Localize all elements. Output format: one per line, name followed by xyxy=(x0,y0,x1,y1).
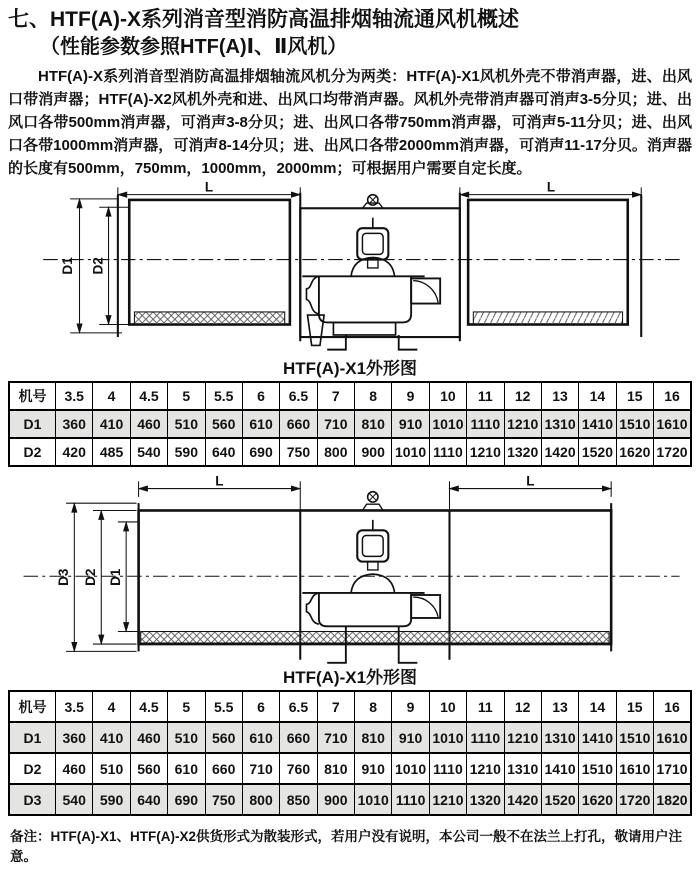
value-cell: 590 xyxy=(168,438,205,466)
value-cell: 760 xyxy=(280,753,317,784)
value-cell: 1310 xyxy=(541,722,578,753)
table-header-row xyxy=(9,382,691,410)
size-header: 13 xyxy=(541,691,578,722)
page-title: 七、HTF(A)-X系列消音型消防高温排烟轴流通风机概述 xyxy=(8,8,519,31)
machine-no-header: 机号 xyxy=(9,691,56,722)
row-label: D3 xyxy=(9,784,56,815)
silencer-duct xyxy=(139,503,612,660)
value-cell: 1620 xyxy=(579,784,616,815)
value-cell: 1720 xyxy=(616,784,653,815)
value-cell: 710 xyxy=(317,722,354,753)
acoustic-liner xyxy=(141,632,609,643)
value-cell: 610 xyxy=(242,410,279,438)
value-cell: 1110 xyxy=(429,753,466,784)
label-d2: D2 xyxy=(83,568,99,587)
lifting-eyebolt-icon xyxy=(362,195,383,209)
label-d1: D1 xyxy=(60,257,76,275)
bearing-box xyxy=(411,279,440,304)
value-cell: 910 xyxy=(392,410,429,438)
value-cell: 540 xyxy=(130,438,167,466)
value-cell: 1720 xyxy=(654,438,692,466)
value-cell: 640 xyxy=(205,438,242,466)
value-cell: 810 xyxy=(317,753,354,784)
value-cell: 510 xyxy=(168,410,205,438)
value-cell: 460 xyxy=(56,753,93,784)
table-row xyxy=(9,722,691,753)
fan-assembly xyxy=(302,195,440,350)
value-cell: 1410 xyxy=(579,410,616,438)
value-cell: 800 xyxy=(317,438,354,466)
value-cell: 1010 xyxy=(429,722,466,753)
value-cell: 1210 xyxy=(504,722,541,753)
silencer-left xyxy=(118,195,290,337)
value-cell: 750 xyxy=(205,784,242,815)
size-header: 10 xyxy=(429,382,466,410)
motor-housing xyxy=(319,276,411,322)
value-cell: 420 xyxy=(56,438,93,466)
silencer-left-liner xyxy=(134,312,284,325)
size-header: 7 xyxy=(317,691,354,722)
size-header: 5 xyxy=(168,691,205,722)
value-cell: 1010 xyxy=(392,753,429,784)
lifting-eyebolt-icon xyxy=(362,492,383,511)
size-header: 6.5 xyxy=(280,691,317,722)
figure-x2 xyxy=(8,475,692,688)
value-cell: 1510 xyxy=(616,410,653,438)
footnote: 备注：HTF(A)-X1、HTF(A)-X2供货形式为散装形式，若用户没有说明，本公司一般不在法兰上打孔，敬请用户注意。 xyxy=(10,829,682,865)
size-header: 3.5 xyxy=(56,691,93,722)
value-cell: 810 xyxy=(355,722,392,753)
size-header: 16 xyxy=(654,691,692,722)
row-label: D2 xyxy=(9,753,56,784)
value-cell: 1110 xyxy=(392,784,429,815)
page-subtitle: （性能参数参照HTF(A)Ⅰ、Ⅱ风机） xyxy=(40,36,348,59)
bearing-box xyxy=(411,595,440,618)
label-d3: D3 xyxy=(56,568,72,587)
size-header: 4 xyxy=(93,382,130,410)
value-cell: 1520 xyxy=(579,438,616,466)
value-cell: 660 xyxy=(280,722,317,753)
value-cell: 1210 xyxy=(467,753,504,784)
value-cell: 750 xyxy=(280,438,317,466)
value-cell: 560 xyxy=(205,410,242,438)
value-cell: 910 xyxy=(392,722,429,753)
figure-x1-caption: HTF(A)-X1外形图 xyxy=(282,359,418,379)
value-cell: 900 xyxy=(317,784,354,815)
size-header: 8 xyxy=(355,382,392,410)
size-header: 4.5 xyxy=(130,691,167,722)
value-cell: 610 xyxy=(168,753,205,784)
value-cell: 1010 xyxy=(355,784,392,815)
size-header: 6.5 xyxy=(280,382,317,410)
value-cell: 460 xyxy=(130,410,167,438)
outline-drawing-x1 xyxy=(8,180,692,358)
value-cell: 850 xyxy=(280,784,317,815)
value-cell: 1210 xyxy=(504,410,541,438)
size-header: 12 xyxy=(504,691,541,722)
silencer-right-liner xyxy=(473,312,622,325)
value-cell: 1420 xyxy=(541,438,578,466)
size-header: 16 xyxy=(654,382,692,410)
size-header: 12 xyxy=(504,382,541,410)
value-cell: 1320 xyxy=(467,784,504,815)
size-header: 5.5 xyxy=(205,382,242,410)
value-cell: 1520 xyxy=(541,784,578,815)
size-header: 5 xyxy=(168,382,205,410)
table-row xyxy=(9,438,691,466)
value-cell: 1210 xyxy=(467,438,504,466)
value-cell: 710 xyxy=(242,753,279,784)
value-cell: 1210 xyxy=(429,784,466,815)
size-header: 15 xyxy=(616,382,653,410)
value-cell: 900 xyxy=(355,438,392,466)
value-cell: 690 xyxy=(168,784,205,815)
value-cell: 590 xyxy=(93,784,130,815)
value-cell: 560 xyxy=(130,753,167,784)
size-header: 6 xyxy=(242,691,279,722)
figure-x2-caption: HTF(A)-X1外形图 xyxy=(282,668,418,688)
size-header: 9 xyxy=(392,691,429,722)
value-cell: 510 xyxy=(168,722,205,753)
row-label: D1 xyxy=(9,722,56,753)
value-cell: 560 xyxy=(205,722,242,753)
value-cell: 660 xyxy=(280,410,317,438)
value-cell: 540 xyxy=(56,784,93,815)
value-cell: 1310 xyxy=(504,753,541,784)
value-cell: 1510 xyxy=(579,753,616,784)
dimensions-table-1 xyxy=(8,381,692,467)
value-cell: 660 xyxy=(205,753,242,784)
label-l-right: L xyxy=(546,180,556,195)
size-header: 11 xyxy=(467,691,504,722)
table-row xyxy=(9,784,691,815)
value-cell: 360 xyxy=(56,410,93,438)
value-cell: 410 xyxy=(93,410,130,438)
value-cell: 1410 xyxy=(541,753,578,784)
value-cell: 510 xyxy=(93,753,130,784)
value-cell: 710 xyxy=(317,410,354,438)
size-header: 5.5 xyxy=(205,691,242,722)
intro-paragraph: HTF(A)-X系列消音型消防高温排烟轴流风机分为两类：HTF(A)-X1风机外壳不带消声器，进、出风口带消声器；HTF(A)-X2风机外壳和进、出风口均带消声器。风机外壳带消声器可消声3-5分贝；进、出风口各带500mm消声器，可消声3-8分贝；进、出风口各带750mm消声器，可消声5-11分贝；进、出风口各带1000mm消声器，可消声8-14分贝；进、出风口各带2000mm消声器，可消声11-17分贝。消声器的长度有500mm，750mm，1000mm，2000mm；可根据用户需要自定长度。 xyxy=(8,68,692,178)
value-cell: 1610 xyxy=(616,753,653,784)
label-l-left: L xyxy=(215,475,224,489)
value-cell: 1110 xyxy=(467,722,504,753)
silencer-right xyxy=(468,195,641,337)
value-cell: 800 xyxy=(242,784,279,815)
label-d1: D1 xyxy=(107,568,123,587)
row-label: D2 xyxy=(9,438,56,466)
motor-bell xyxy=(351,574,395,593)
value-cell: 1510 xyxy=(616,722,653,753)
size-header: 14 xyxy=(579,691,616,722)
table-row xyxy=(9,753,691,784)
figure-x1 xyxy=(8,180,692,379)
value-cell: 1610 xyxy=(654,722,692,753)
value-cell: 690 xyxy=(242,438,279,466)
motor-housing xyxy=(319,593,411,626)
size-header: 6 xyxy=(242,382,279,410)
value-cell: 460 xyxy=(130,722,167,753)
label-l-right: L xyxy=(526,475,535,489)
value-cell: 1610 xyxy=(654,410,692,438)
value-cell: 1710 xyxy=(654,753,692,784)
size-header: 10 xyxy=(429,691,466,722)
size-header: 4 xyxy=(93,691,130,722)
machine-no-header: 机号 xyxy=(9,382,56,410)
value-cell: 360 xyxy=(56,722,93,753)
size-header: 11 xyxy=(467,382,504,410)
value-cell: 1320 xyxy=(504,438,541,466)
table-header-row xyxy=(9,691,691,722)
size-header: 9 xyxy=(392,382,429,410)
table-row xyxy=(9,410,691,438)
size-header: 13 xyxy=(541,382,578,410)
value-cell: 1410 xyxy=(579,722,616,753)
outline-drawing-x2 xyxy=(8,475,692,667)
size-header: 14 xyxy=(579,382,616,410)
value-cell: 1420 xyxy=(504,784,541,815)
label-d2: D2 xyxy=(90,257,106,275)
value-cell: 810 xyxy=(355,410,392,438)
value-cell: 640 xyxy=(130,784,167,815)
size-header: 4.5 xyxy=(130,382,167,410)
value-cell: 1010 xyxy=(429,410,466,438)
value-cell: 610 xyxy=(242,722,279,753)
value-cell: 1010 xyxy=(392,438,429,466)
value-cell: 1110 xyxy=(467,410,504,438)
value-cell: 485 xyxy=(93,438,130,466)
value-cell: 1620 xyxy=(616,438,653,466)
label-l-left: L xyxy=(204,180,214,195)
size-header: 8 xyxy=(355,691,392,722)
value-cell: 410 xyxy=(93,722,130,753)
size-header: 3.5 xyxy=(56,382,93,410)
value-cell: 1820 xyxy=(654,784,692,815)
row-label: D1 xyxy=(9,410,56,438)
value-cell: 910 xyxy=(355,753,392,784)
value-cell: 1110 xyxy=(429,438,466,466)
dimensions-table-2 xyxy=(8,690,692,816)
size-header: 15 xyxy=(616,691,653,722)
value-cell: 1310 xyxy=(541,410,578,438)
size-header: 7 xyxy=(317,382,354,410)
